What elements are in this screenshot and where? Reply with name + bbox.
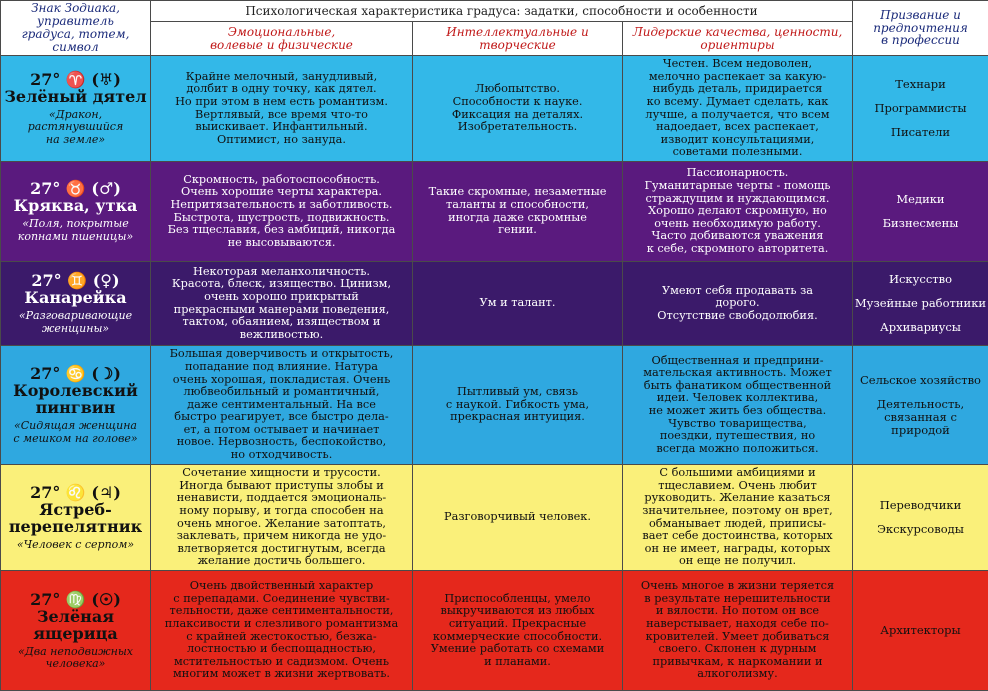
- emotional-line: лостностью и беспощадностью,: [151, 643, 412, 656]
- leadership-line: надоедает, всех распекает,: [623, 121, 852, 134]
- symbol-line: «Поля, покрытые: [1, 218, 150, 231]
- header-psych-title: Психологическая характеристика градуса: задатки, способности и особенности: [151, 1, 853, 22]
- intellectual-cell: [413, 465, 623, 571]
- leadership-cell: [623, 56, 853, 162]
- leadership-line: Чувство товарищества,: [623, 418, 852, 431]
- leadership-line: очень необходимую работу.: [623, 218, 852, 231]
- leadership-line: обманывает людей, приписы-: [623, 518, 852, 531]
- degree-symbol: 27° ♉ (♂): [1, 180, 150, 197]
- emotional-line: Очень хорошие черты характера.: [151, 186, 412, 199]
- header-sign-line: Знак Зодиака,: [1, 2, 150, 15]
- intellectual-cell: [413, 162, 623, 262]
- leadership-line: привычкам, к наркомании и: [623, 656, 852, 669]
- header-profession-line: предпочтения: [853, 22, 988, 35]
- intellectual-line: коммерческие способности.: [413, 631, 622, 644]
- symbol-line: «Разговаривающие: [1, 310, 150, 323]
- header-sign-cell: [1, 1, 151, 56]
- emotional-cell: [151, 571, 413, 691]
- symbol-phrase: [1, 539, 150, 552]
- emotional-line: любвеобильный и романтичный,: [151, 386, 412, 399]
- header-profession-line: в профессии: [853, 34, 988, 47]
- symbol-phrase: [1, 218, 150, 243]
- intellectual-line: Способности к науке.: [413, 96, 622, 109]
- emotional-line: вежливостью.: [151, 329, 412, 342]
- intellectual-line: Изобретательность.: [413, 121, 622, 134]
- symbol-line: копнами пшеницы»: [1, 231, 150, 244]
- leadership-line: тщеславием. Очень любит: [623, 480, 852, 493]
- leadership-line: ко всему. Думает сделать, как: [623, 96, 852, 109]
- leadership-line: мелочно распекает за какую-: [623, 71, 852, 84]
- table-row: [1, 465, 988, 571]
- emotional-line: очень многое. Желание затоптать,: [151, 518, 412, 531]
- leadership-line: Умеют себя продавать за: [623, 285, 852, 298]
- sign-cell: [1, 346, 151, 465]
- leadership-line: Общественная и предприни-: [623, 355, 852, 368]
- emotional-line: плаксивости и слезливого романтизма: [151, 618, 412, 631]
- emotional-line: Сочетание хищности и трусости.: [151, 467, 412, 480]
- header-sign-line: градуса, тотем,: [1, 28, 150, 41]
- emotional-line: тельности, даже сентиментальности,: [151, 605, 412, 618]
- degree-symbol: 27° ♍ (☉): [1, 591, 150, 608]
- header-intellectual: [413, 22, 623, 56]
- emotional-line: Иногда бывают приступы злобы и: [151, 480, 412, 493]
- emotional-line: Вертлявый, все время что-то: [151, 109, 412, 122]
- leadership-line: лучше, а получается, что всем: [623, 109, 852, 122]
- sign-cell: [1, 56, 151, 162]
- intellectual-line: выкручиваются из любых: [413, 605, 622, 618]
- emotional-line: желание достичь большего.: [151, 555, 412, 568]
- table-row: [1, 262, 988, 346]
- emotional-line: попадание под влияние. Натура: [151, 361, 412, 374]
- emotional-line: Скромность, работоспособность.: [151, 174, 412, 187]
- leadership-line: нибудь деталь, придирается: [623, 83, 852, 96]
- leadership-line: значительнее, поэтому он врет,: [623, 505, 852, 518]
- emotional-line: быстро реагирует, все быстро дела-: [151, 411, 412, 424]
- symbol-phrase: [1, 109, 150, 147]
- emotional-line: Крайне мелочный, занудливый,: [151, 71, 412, 84]
- leadership-cell: [623, 162, 853, 262]
- header-emotional: [151, 22, 413, 56]
- profession-item: Экскурсоводы: [853, 523, 988, 536]
- header-sign-line: управитель: [1, 15, 150, 28]
- intellectual-line: таланты и способности,: [413, 199, 622, 212]
- header-profession-line: Призвание и: [853, 9, 988, 22]
- intellectual-line: Такие скромные, незаметные: [413, 186, 622, 199]
- degree-symbol: 27° ♋ (☽): [1, 365, 150, 382]
- degree-symbol: 27° ♈ (♅): [1, 71, 150, 88]
- sign-cell: [1, 571, 151, 691]
- profession-item: Музейные работники: [853, 297, 988, 310]
- totem-name: Королевский: [1, 382, 150, 399]
- header-leadership-line: Лидерские качества, ценности,: [623, 26, 852, 39]
- leadership-line: в результате нерешительности: [623, 593, 852, 606]
- emotional-line: Быстрота, шустрость, подвижность.: [151, 212, 412, 225]
- emotional-line: Большая доверчивость и открытость,: [151, 348, 412, 361]
- leadership-line: Отсутствие свободолюбия.: [623, 310, 852, 323]
- symbol-line: «Сидящая женщина: [1, 420, 150, 433]
- profession-item: Технари: [853, 78, 988, 91]
- profession-item: Писатели: [853, 126, 988, 139]
- leadership-cell: [623, 346, 853, 465]
- table-row: [1, 571, 988, 691]
- intellectual-cell: [413, 56, 623, 162]
- sign-cell: [1, 262, 151, 346]
- intellectual-cell: [413, 262, 623, 346]
- table-row: [1, 346, 988, 465]
- leadership-line: он еще не получил.: [623, 555, 852, 568]
- intellectual-line: Умение работать со схемами: [413, 643, 622, 656]
- profession-cell: [853, 465, 988, 571]
- totem-name: ящерица: [1, 625, 150, 642]
- profession-cell: [853, 56, 988, 162]
- leadership-line: Часто добиваются уважения: [623, 230, 852, 243]
- sign-cell: [1, 465, 151, 571]
- emotional-line: ному порыву, и тогда способен на: [151, 505, 412, 518]
- table-row: [1, 56, 988, 162]
- emotional-line: даже сентиментальный. На все: [151, 399, 412, 412]
- emotional-line: Непритязательность и заботливость.: [151, 199, 412, 212]
- intellectual-line: прекрасная интуиция.: [413, 411, 622, 424]
- emotional-line: ет, а потом остывает и начинает: [151, 424, 412, 437]
- leadership-line: быть фанатиком общественной: [623, 380, 852, 393]
- emotional-line: прекрасными манерами поведения,: [151, 304, 412, 317]
- intellectual-line: Фиксация на деталях.: [413, 109, 622, 122]
- symbol-line: на земле»: [1, 134, 150, 147]
- degree-symbol: 27° ♌ (♃): [1, 484, 150, 501]
- header-intellectual-line: творческие: [413, 39, 622, 52]
- leadership-line: кровителей. Умеет добиваться: [623, 631, 852, 644]
- profession-item: Переводчики: [853, 499, 988, 512]
- leadership-line: наверстывает, находя себе по-: [623, 618, 852, 631]
- symbol-line: растянувшийся: [1, 121, 150, 134]
- leadership-line: руководить. Желание казаться: [623, 492, 852, 505]
- leadership-line: Хорошо делают скромную, но: [623, 205, 852, 218]
- emotional-line: многим может в жизни жертвовать.: [151, 668, 412, 681]
- leadership-line: мательская активность. Может: [623, 367, 852, 380]
- leadership-line: изводит консультациями,: [623, 134, 852, 147]
- sign-cell: [1, 162, 151, 262]
- emotional-cell: [151, 162, 413, 262]
- leadership-line: дорого.: [623, 297, 852, 310]
- leadership-line: к себе, скромного авторитета.: [623, 243, 852, 256]
- totem-name: пингвин: [1, 399, 150, 416]
- leadership-line: Гуманитарные черты - помощь: [623, 180, 852, 193]
- emotional-line: влетворяется достигнутым, всегда: [151, 543, 412, 556]
- emotional-line: Но при этом в нем есть романтизм.: [151, 96, 412, 109]
- header-sign-line: символ: [1, 41, 150, 54]
- intellectual-line: Приспособленцы, умело: [413, 593, 622, 606]
- leadership-line: советами полезными.: [623, 146, 852, 159]
- leadership-line: не может жить без общества.: [623, 405, 852, 418]
- emotional-line: мстительностью и садизмом. Очень: [151, 656, 412, 669]
- emotional-line: Очень двойственный характер: [151, 580, 412, 593]
- leadership-line: вает себе достоинства, которых: [623, 530, 852, 543]
- leadership-line: всегда можно положиться.: [623, 443, 852, 456]
- symbol-line: «Два неподвижных: [1, 646, 150, 659]
- header-leadership: [623, 22, 853, 56]
- intellectual-line: гении.: [413, 224, 622, 237]
- header-emotional-line: Эмоциональные,: [151, 26, 412, 39]
- emotional-line: очень хорошая, покладистая. Очень: [151, 374, 412, 387]
- intellectual-line: и планами.: [413, 656, 622, 669]
- table-row: [1, 162, 988, 262]
- leadership-line: С большими амбициями и: [623, 467, 852, 480]
- symbol-phrase: [1, 310, 150, 335]
- emotional-cell: [151, 465, 413, 571]
- leadership-line: своего. Склонен к дурным: [623, 643, 852, 656]
- intellectual-line: Любопытство.: [413, 83, 622, 96]
- emotional-line: очень хорошо прикрытый: [151, 291, 412, 304]
- leadership-line: идеи. Человек коллектива,: [623, 392, 852, 405]
- intellectual-line: Пытливый ум, связь: [413, 386, 622, 399]
- emotional-cell: [151, 346, 413, 465]
- profession-cell: [853, 571, 988, 691]
- leadership-line: страждущим и нуждающимся.: [623, 193, 852, 206]
- intellectual-line: Разговорчивый человек.: [413, 511, 622, 524]
- emotional-line: выискивает. Инфантильный.: [151, 121, 412, 134]
- symbol-phrase: [1, 420, 150, 445]
- emotional-line: долбит в одну точку, как дятел.: [151, 83, 412, 96]
- intellectual-cell: [413, 571, 623, 691]
- leadership-line: алкоголизму.: [623, 668, 852, 681]
- intellectual-line: ситуаций. Прекрасные: [413, 618, 622, 631]
- symbol-phrase: [1, 646, 150, 671]
- profession-item: Искусство: [853, 273, 988, 286]
- emotional-line: заклевать, причем никогда не удо-: [151, 530, 412, 543]
- table-body: [1, 56, 988, 691]
- emotional-line: Некоторая меланхоличность.: [151, 266, 412, 279]
- leadership-line: и вялости. Но потом он все: [623, 605, 852, 618]
- leadership-line: Очень многое в жизни теряется: [623, 580, 852, 593]
- leadership-cell: [623, 262, 853, 346]
- profession-cell: [853, 346, 988, 465]
- emotional-line: ненависти, поддается эмоциональ-: [151, 492, 412, 505]
- emotional-line: Без тщеславия, без амбиций, никогда: [151, 224, 412, 237]
- intellectual-line: с наукой. Гибкость ума,: [413, 399, 622, 412]
- totem-name: Зелёный дятел: [1, 88, 150, 105]
- leadership-line: он не имеет, награды, которых: [623, 543, 852, 556]
- header-profession-cell: [853, 1, 988, 56]
- emotional-line: с перепадами. Соединение чувстви-: [151, 593, 412, 606]
- profession-item: Деятельность, связанная с природой: [853, 398, 988, 437]
- profession-cell: [853, 162, 988, 262]
- profession-item: Архитекторы: [853, 624, 988, 637]
- intellectual-cell: [413, 346, 623, 465]
- totem-name: перепелятник: [1, 518, 150, 535]
- totem-name: Кряква, утка: [1, 197, 150, 214]
- intellectual-line: иногда даже скромные: [413, 212, 622, 225]
- emotional-line: с крайней жестокостью, безжа-: [151, 631, 412, 644]
- symbol-line: «Дракон,: [1, 109, 150, 122]
- symbol-line: с мешком на голове»: [1, 433, 150, 446]
- profession-item: Медики: [853, 193, 988, 206]
- emotional-cell: [151, 56, 413, 162]
- header-leadership-line: ориентиры: [623, 39, 852, 52]
- profession-item: Сельское хозяйство: [853, 374, 988, 387]
- leadership-line: поездки, путешествия, но: [623, 430, 852, 443]
- header-emotional-line: волевые и физические: [151, 39, 412, 52]
- profession-item: Архивариусы: [853, 321, 988, 334]
- totem-name: Канарейка: [1, 289, 150, 306]
- degree-symbol: 27° ♊ (♀): [1, 272, 150, 289]
- emotional-line: тактом, обаянием, изяществом и: [151, 316, 412, 329]
- emotional-line: не высовываются.: [151, 237, 412, 250]
- emotional-line: но отходчивость.: [151, 449, 412, 462]
- emotional-line: новое. Нервозность, беспокойство,: [151, 436, 412, 449]
- profession-item: Программисты: [853, 102, 988, 115]
- leadership-line: Пассионарность.: [623, 167, 852, 180]
- emotional-cell: [151, 262, 413, 346]
- leadership-cell: [623, 465, 853, 571]
- totem-name: Зелёная: [1, 608, 150, 625]
- intellectual-line: Ум и талант.: [413, 297, 622, 310]
- profession-item: Бизнесмены: [853, 217, 988, 230]
- leadership-cell: [623, 571, 853, 691]
- profession-cell: [853, 262, 988, 346]
- symbol-line: «Человек с серпом»: [1, 539, 150, 552]
- emotional-line: Оптимист, но зануда.: [151, 134, 412, 147]
- header-intellectual-line: Интеллектуальные и: [413, 26, 622, 39]
- totem-name: Ястреб-: [1, 501, 150, 518]
- symbol-line: человека»: [1, 658, 150, 671]
- leadership-line: Честен. Всем недоволен,: [623, 58, 852, 71]
- symbol-line: женщины»: [1, 323, 150, 336]
- emotional-line: Красота, блеск, изящество. Цинизм,: [151, 278, 412, 291]
